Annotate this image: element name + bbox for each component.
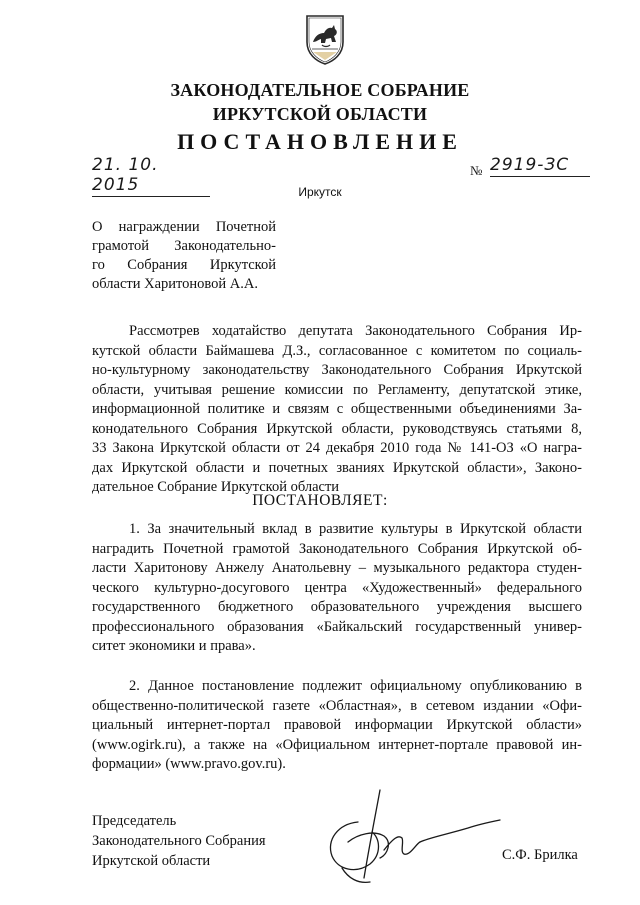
paragraph-line: области, учитывая решение комиссии по Регламенту, депутатской этике, (92, 381, 582, 398)
item-2-paragraph (92, 677, 582, 775)
paragraph-line: конодательного Собрания Иркутской области, руководствуясь статьями 8, (92, 420, 582, 437)
subject-line: го Собрания Иркутской (92, 257, 276, 273)
paragraph-line: формации» (www.pravo.gov.ru). (92, 756, 286, 772)
number-prefix: № (470, 163, 483, 178)
document-date: 21. 10. 2015 (92, 155, 210, 197)
paragraph-line: ческого культурно-досугового центра «Художественный» федерального (92, 579, 582, 596)
paragraph-line: Рассмотрев ходатайство депутата Законодательного Собрания Ир- (129, 323, 582, 339)
organization-name-line1: ЗАКОНОДАТЕЛЬНОЕ СОБРАНИЕ (170, 80, 470, 100)
handwritten-signature (318, 782, 518, 894)
signer-name: С.Ф. Брилка (502, 847, 578, 863)
signatory-title-line: Иркутской области (92, 853, 211, 869)
paragraph-line: циальный интернет-портал правовой информации Иркутской области» (92, 717, 582, 733)
signatory-title (92, 811, 266, 871)
resolves-heading: ПОСТАНОВЛЯЕТ: (252, 492, 388, 509)
paragraph-line: кутской области Баймашева Д.З., согласованное с комитетом по социаль- (92, 342, 582, 359)
preamble-paragraph (92, 322, 582, 498)
item-1-paragraph (92, 520, 582, 657)
paragraph-line: ласти Харитонову Анжелу Анатольевну – музыкального редактора студен- (92, 560, 582, 576)
subject-line: О награждении Почетной (92, 219, 276, 235)
paragraph-line: информационной политике и связям с общественными объединениями За- (92, 401, 582, 417)
paragraph-line: 1. За значительный вклад в развитие культуры в Иркутской области (129, 521, 582, 537)
document-subject (92, 218, 276, 294)
paragraph-line: ситет экономики и права». (92, 638, 256, 654)
signatory-title-line: Председатель (92, 813, 177, 829)
paragraph-line: профессионального образования «Байкальский государственный универ- (92, 618, 582, 635)
organization-name-line2: ИРКУТСКОЙ ОБЛАСТИ (212, 104, 428, 124)
subject-line: области Харитоновой А.А. (92, 276, 258, 292)
document-type-title: ПОСТАНОВЛЕНИЕ (177, 129, 463, 154)
paragraph-line: общественно-политической газете «Областная», в сетевом издании «Офи- (92, 697, 582, 714)
paragraph-line: (www.ogirk.ru), а также на «Официальном интернет-портале правовой ин- (92, 736, 582, 753)
paragraph-line: 33 Закона Иркутской области от 24 декабря 2010 года № 141-ОЗ «О награ- (92, 440, 582, 456)
coat-of-arms-emblem (304, 12, 346, 66)
document-number: 2919-ЗС (490, 155, 590, 177)
signatory-title-line: Законодательного Собрания (92, 833, 266, 849)
paragraph-line: 2. Данное постановление подлежит официальному опубликованию в (129, 678, 582, 694)
paragraph-line: наградить Почетной грамотой Законодательного Собрания Иркутской об- (92, 540, 582, 557)
paragraph-line: но-культурному законодательству Законодательного Собрания Иркутской (92, 362, 582, 378)
paragraph-line: дах Иркутской области и почетных званиях Иркутской области», Законо- (92, 459, 582, 476)
paragraph-line: дательное Собрание Иркутской области (92, 479, 340, 495)
paragraph-line: государственного бюджетного образовательного учреждения высшего (92, 599, 582, 615)
city-name: Иркутск (298, 185, 342, 199)
subject-line: грамотой Законодательно- (92, 238, 276, 254)
